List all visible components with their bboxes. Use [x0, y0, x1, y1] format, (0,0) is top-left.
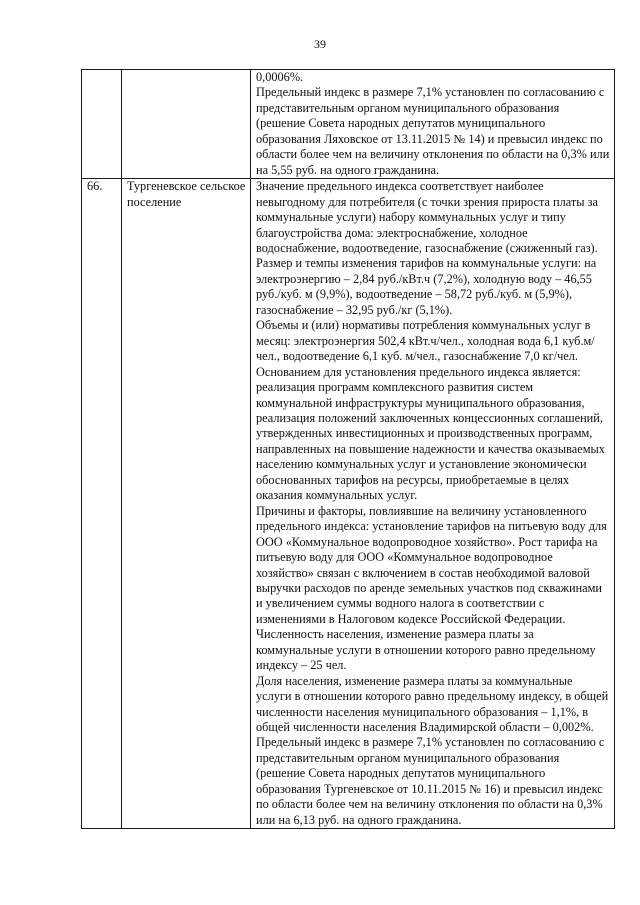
row-number-cell: 66. [82, 179, 122, 829]
description-paragraph: Значение предельного индекса соответствует наиболее невыгодному для потребителя (с точки зрения прироста платы за коммунальные услуги) набору коммунальных услуг и типу благоустройства дома: электроснабжение, холодное водоснабжение, водоотведение, газоснабжение (сжиженный газ). [256, 179, 598, 255]
description-paragraph: Численность населения, изменение размера платы за коммунальные услуги в отношении которого равно предельному индексу – 25 чел. [256, 627, 596, 673]
table-row [82, 179, 615, 829]
description-paragraph: Объемы и (или) нормативы потребления коммунальных услуг в месяц: электроэнергия 502,4 кВт.ч/чел., холодная вода 6,1 куб.м/чел., водоотведение 6,1 куб. м/чел., газоснабжение 7,0 кг/чел. [256, 318, 595, 364]
indices-table [81, 69, 615, 829]
description-paragraph: 0,0006%. [256, 70, 304, 84]
settlement-name-cell: Тургеневское сельское поселение [122, 179, 251, 829]
description-cell [251, 179, 615, 829]
page-number: 39 [314, 37, 326, 51]
description-paragraph: Предельный индекс в размере 7,1% установлен по согласованию с представительным органом муниципального образования (решение Совета народных депутатов муниципального образования Ляховское от 13.11.2015 № 14) и превысил индекс по области более чем на величину отклонения по области на 0,3% или на 5,55 руб. на одного гражданина. [256, 85, 610, 177]
table-row [82, 70, 615, 179]
description-paragraph: Причины и факторы, повлиявшие на величину установленного предельного индекса: установление тарифов на питьевую воду для ООО «Коммунальное водопроводное хозяйство». Рост тарифа на питьевую воду для ООО «Коммунальное водопроводное хозяйство» связан с включением в состав необходимой валовой выручки расходов по аренде земельных участков под скважинами и увеличением суммы водного налога в соответствии с изменениями в Налоговом кодексе Российской Федерации. [256, 503, 607, 626]
description-paragraph: Основанием для установления предельного индекса является: реализация программ комплексного развития систем коммунальной инфраструктуры муниципального образования, реализация положений заключенных концессионных соглашений, утвержденных инвестиционных и производственных программ, направленных на повышение надежности и качества оказываемых населению коммунальных услуг и установление экономически обоснованных тарифов на ресурсы, приобретаемые в целях оказания коммунальных услуг. [256, 364, 605, 503]
description-paragraph: Доля населения, изменение размера платы за коммунальные услуги в отношении которого равно предельному индексу, в общей численности населения муниципального образования – 1,1%, в общей численности населения Владимирской области – 0,002%. [256, 673, 609, 735]
description-paragraph: Размер и темпы изменения тарифов на коммунальные услуги: на электроэнергию – 2,84 руб./кВт.ч (7,2%), холодную воду – 46,55 руб./куб. м (9,9%), водоотведение – 58,72 руб./куб. м (5,9%), газоснабжение – 32,95 руб./кг (5,1%). [256, 256, 597, 317]
settlement-name-cell [122, 70, 251, 179]
description-paragraph: Предельный индекс в размере 7,1% установлен по согласованию с представительным органом муниципального образования (решение Совета народных депутатов муниципального образования Тургеневское от 10.11.2015 № 16) и превысил индекс по области более чем на величину отклонения по области на 0,3% или на 6,13 руб. на одного гражданина. [256, 735, 605, 827]
description-cell [251, 70, 615, 179]
row-number-cell [82, 70, 122, 179]
